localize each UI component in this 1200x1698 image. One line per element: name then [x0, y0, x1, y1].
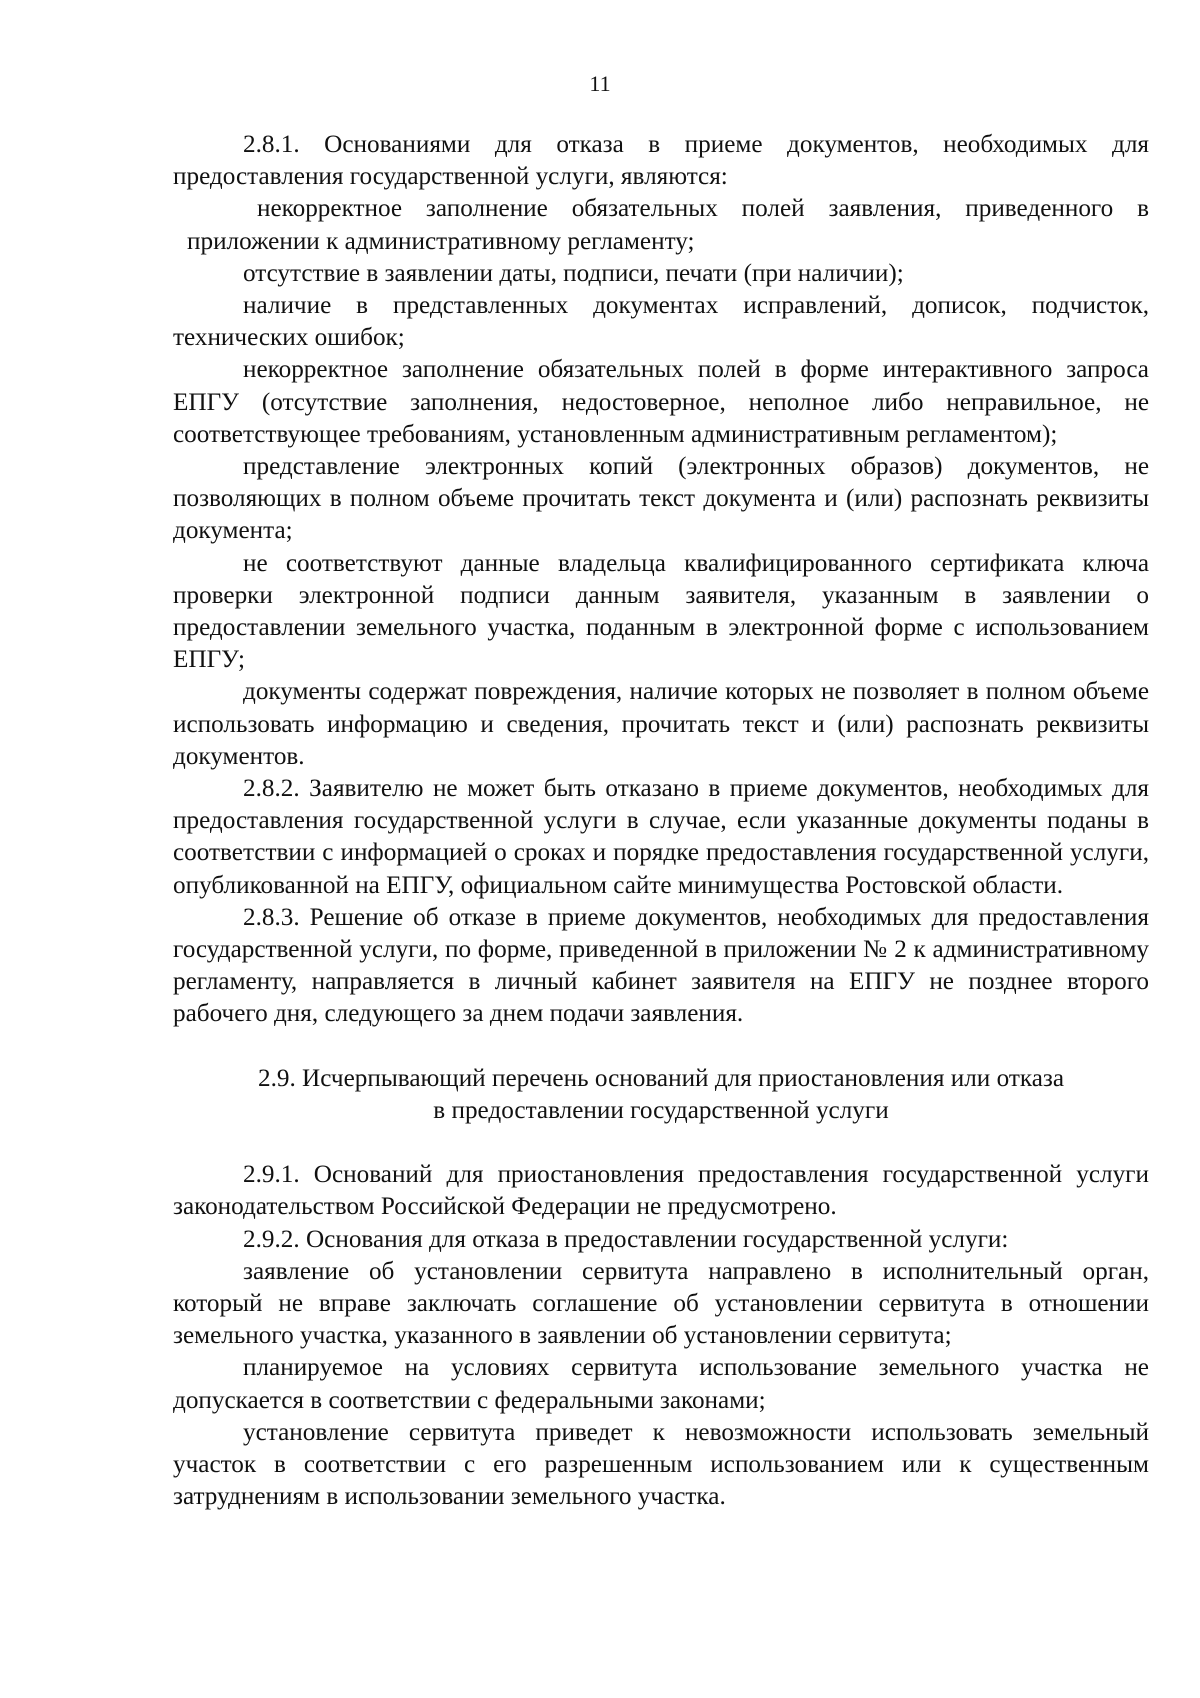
list-item: представление электронных копий (электронных образов) документов, не позволяющих в полном объеме прочитать текст документа и (или) распознать реквизиты документа;	[173, 453, 1149, 545]
paragraph-2-8-2: 2.8.2. Заявителю не может быть отказано в приеме документов, необходимых для предоставления государственной услуги в случае, если указанные документы поданы в соответствии с информацией о сроках и порядке предоставления государственной услуги, опубликованной на ЕПГУ, официальном сайте минимущества Ростовской области.	[173, 775, 1149, 899]
paragraph-2-9-1: 2.9.1. Оснований для приостановления предоставления государственной услуги законодательством Российской Федерации не предусмотрено.	[173, 1161, 1149, 1221]
paragraph-2-9-2: 2.9.2. Основания для отказа в предоставлении государственной услуги:	[243, 1225, 1009, 1253]
list-item: некорректное заполнение обязательных полей в форме интерактивного запроса ЕПГУ (отсутствие заполнения, недостоверное, неполное либо неправильное, не соответствующее требованиям, установленным административным регламентом);	[173, 356, 1149, 448]
list-item: планируемое на условиях сервитута использование земельного участка не допускается в соответствии с федеральными законами;	[173, 1354, 1149, 1414]
list-item: установление сервитута приведет к невозможности использовать земельный участок в соответствии с его разрешенным использованием или к существенным затруднениям в использовании земельного участка.	[173, 1418, 1149, 1511]
list-item: наличие в представленных документах исправлений, дописок, подчисток, технических ошибок;	[173, 292, 1149, 352]
section-heading-2-9	[173, 1063, 1149, 1127]
list-item: не соответствуют данные владельца квалифицированного сертификата ключа проверки электронной подписи данным заявителя, указанным в заявлении о предоставлении земельного участка, поданным в электронной форме с использованием ЕПГУ;	[173, 549, 1149, 674]
list-item: отсутствие в заявлении даты, подписи, печати (при наличии);	[243, 259, 904, 287]
heading-line: в предоставлении государственной услуги	[433, 1096, 889, 1124]
document-body	[173, 129, 1149, 1513]
page-number: 11	[589, 71, 611, 96]
list-item: заявление об установлении сервитута направлено в исполнительный орган, который не вправе заключать соглашение об установлении сервитута в отношении земельного участка, указанного в заявлении об установлении сервитута;	[173, 1257, 1149, 1350]
list-item: некорректное заполнение обязательных полей заявления, приведенного в приложении к административному регламенту;	[187, 195, 1149, 255]
paragraph-2-8-3: 2.8.3. Решение об отказе в приеме документов, необходимых для предоставления государственной услуги, по форме, приведенной в приложении № 2 к административному регламенту, направляется в личный кабинет заявителя на ЕПГУ не позднее второго рабочего дня, следующего за днем подачи заявления.	[173, 903, 1149, 1028]
heading-line: 2.9. Исчерпывающий перечень оснований для приостановления или отказа	[257, 1064, 1065, 1092]
paragraph-2-8-1: 2.8.1. Основаниями для отказа в приеме документов, необходимых для предоставления государственной услуги, являются:	[173, 131, 1149, 191]
list-item: документы содержат повреждения, наличие которых не позволяет в полном объеме использовать информацию и сведения, прочитать текст и (или) распознать реквизиты документов.	[173, 678, 1149, 770]
